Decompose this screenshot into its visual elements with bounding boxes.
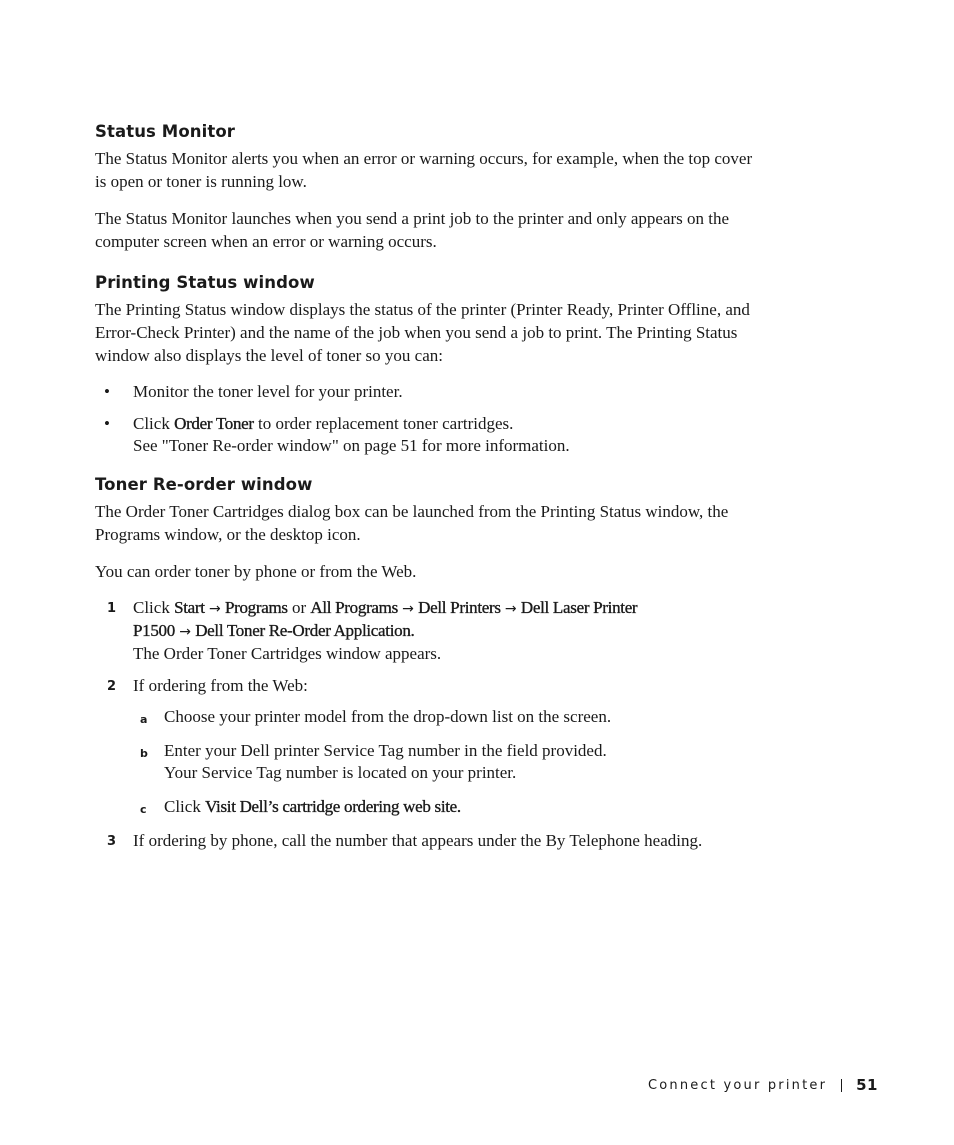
bullet-marker: • bbox=[104, 414, 110, 433]
list-item bbox=[95, 381, 765, 403]
step-2 bbox=[95, 675, 765, 818]
dell-laser-printer-ui-label: Dell Laser Printer bbox=[520, 598, 638, 617]
arrow-icon: → bbox=[179, 624, 191, 640]
substep-b bbox=[102, 740, 765, 784]
all-programs-ui-label: All Programs bbox=[310, 598, 398, 617]
toner-reorder-steps bbox=[95, 597, 765, 852]
section-status-monitor bbox=[95, 122, 765, 253]
substep-letter: c bbox=[140, 803, 147, 816]
page-number: 51 bbox=[856, 1076, 878, 1094]
substep-text: Choose your printer model from the drop-down list on the screen. bbox=[164, 707, 612, 726]
step-text: If ordering from the Web: bbox=[133, 676, 308, 695]
cross-reference: See "Toner Re-order window" on page 51 for more information. bbox=[133, 436, 570, 455]
status-monitor-paragraph-2: The Status Monitor launches when you send a print job to the printer and only appears on the computer screen when an error or warning occurs. bbox=[95, 209, 730, 251]
substep-text-pre: Click bbox=[164, 797, 206, 816]
heading-status-monitor: Status Monitor bbox=[95, 122, 236, 141]
step-text: If ordering by phone, call the number that appears under the By Telephone heading. bbox=[133, 831, 703, 850]
step-number: 2 bbox=[107, 679, 117, 694]
bullet-text: Monitor the toner level for your printer. bbox=[133, 382, 403, 401]
toner-app-ui-label: Dell Toner Re-Order Application. bbox=[195, 621, 415, 640]
list-item bbox=[95, 413, 765, 457]
substep-a bbox=[102, 706, 765, 728]
toner-reorder-paragraph-1: The Order Toner Cartridges dialog box can be launched from the Printing Status window, the Programs window, or the desktop icon. bbox=[95, 502, 729, 544]
bullet-text-post: to order replacement toner cartridges. bbox=[253, 414, 514, 433]
p1500-ui-label: P1500 bbox=[133, 621, 175, 640]
step-1 bbox=[95, 597, 765, 665]
footer-chapter-title: Connect your printer bbox=[647, 1077, 828, 1093]
substep-letter: a bbox=[140, 713, 148, 726]
substep-note: Your Service Tag number is located on your printer. bbox=[164, 763, 517, 782]
step-number: 1 bbox=[107, 601, 117, 616]
section-printing-status bbox=[95, 273, 765, 457]
bullet-marker: • bbox=[104, 382, 110, 401]
heading-printing-status: Printing Status window bbox=[95, 273, 315, 292]
step-result: The Order Toner Cartridges window appears. bbox=[133, 644, 442, 663]
footer-divider bbox=[841, 1079, 842, 1092]
printing-status-paragraph: The Printing Status window displays the status of the printer (Printer Ready, Printer Offline, and Error-Check Printer) and the name of the job when you send a job to print. The Printing Status window also displays the level of toner so you can: bbox=[95, 300, 750, 365]
web-substeps bbox=[133, 706, 765, 818]
section-toner-reorder bbox=[95, 475, 765, 852]
programs-ui-label: Programs bbox=[224, 598, 288, 617]
arrow-icon: → bbox=[402, 601, 414, 617]
step-text-or: or bbox=[287, 598, 311, 617]
start-ui-label: Start bbox=[174, 598, 205, 617]
dell-printers-ui-label: Dell Printers bbox=[418, 598, 501, 617]
page-footer bbox=[648, 1076, 878, 1094]
arrow-icon: → bbox=[208, 601, 221, 617]
toner-reorder-paragraph-2: You can order toner by phone or from the Web. bbox=[95, 562, 417, 581]
order-toner-ui-label: Order Toner bbox=[174, 414, 254, 433]
step-3 bbox=[95, 830, 765, 852]
substep-c bbox=[102, 796, 765, 818]
page-content bbox=[95, 122, 765, 872]
step-number: 3 bbox=[107, 834, 117, 849]
substep-text: Enter your Dell printer Service Tag number in the field provided. bbox=[164, 741, 607, 760]
bullet-text-pre: Click bbox=[133, 414, 175, 433]
step-text: Click bbox=[133, 598, 175, 617]
heading-toner-reorder: Toner Re-order window bbox=[95, 475, 313, 494]
visit-dell-ui-label: Visit Dell’s cartridge ordering web site. bbox=[205, 797, 461, 816]
status-monitor-paragraph-1: The Status Monitor alerts you when an error or warning occurs, for example, when the top cover is open or toner is running low. bbox=[95, 149, 753, 191]
arrow-icon: → bbox=[504, 601, 517, 617]
printing-status-bullets bbox=[95, 381, 765, 457]
substep-letter: b bbox=[140, 747, 148, 760]
